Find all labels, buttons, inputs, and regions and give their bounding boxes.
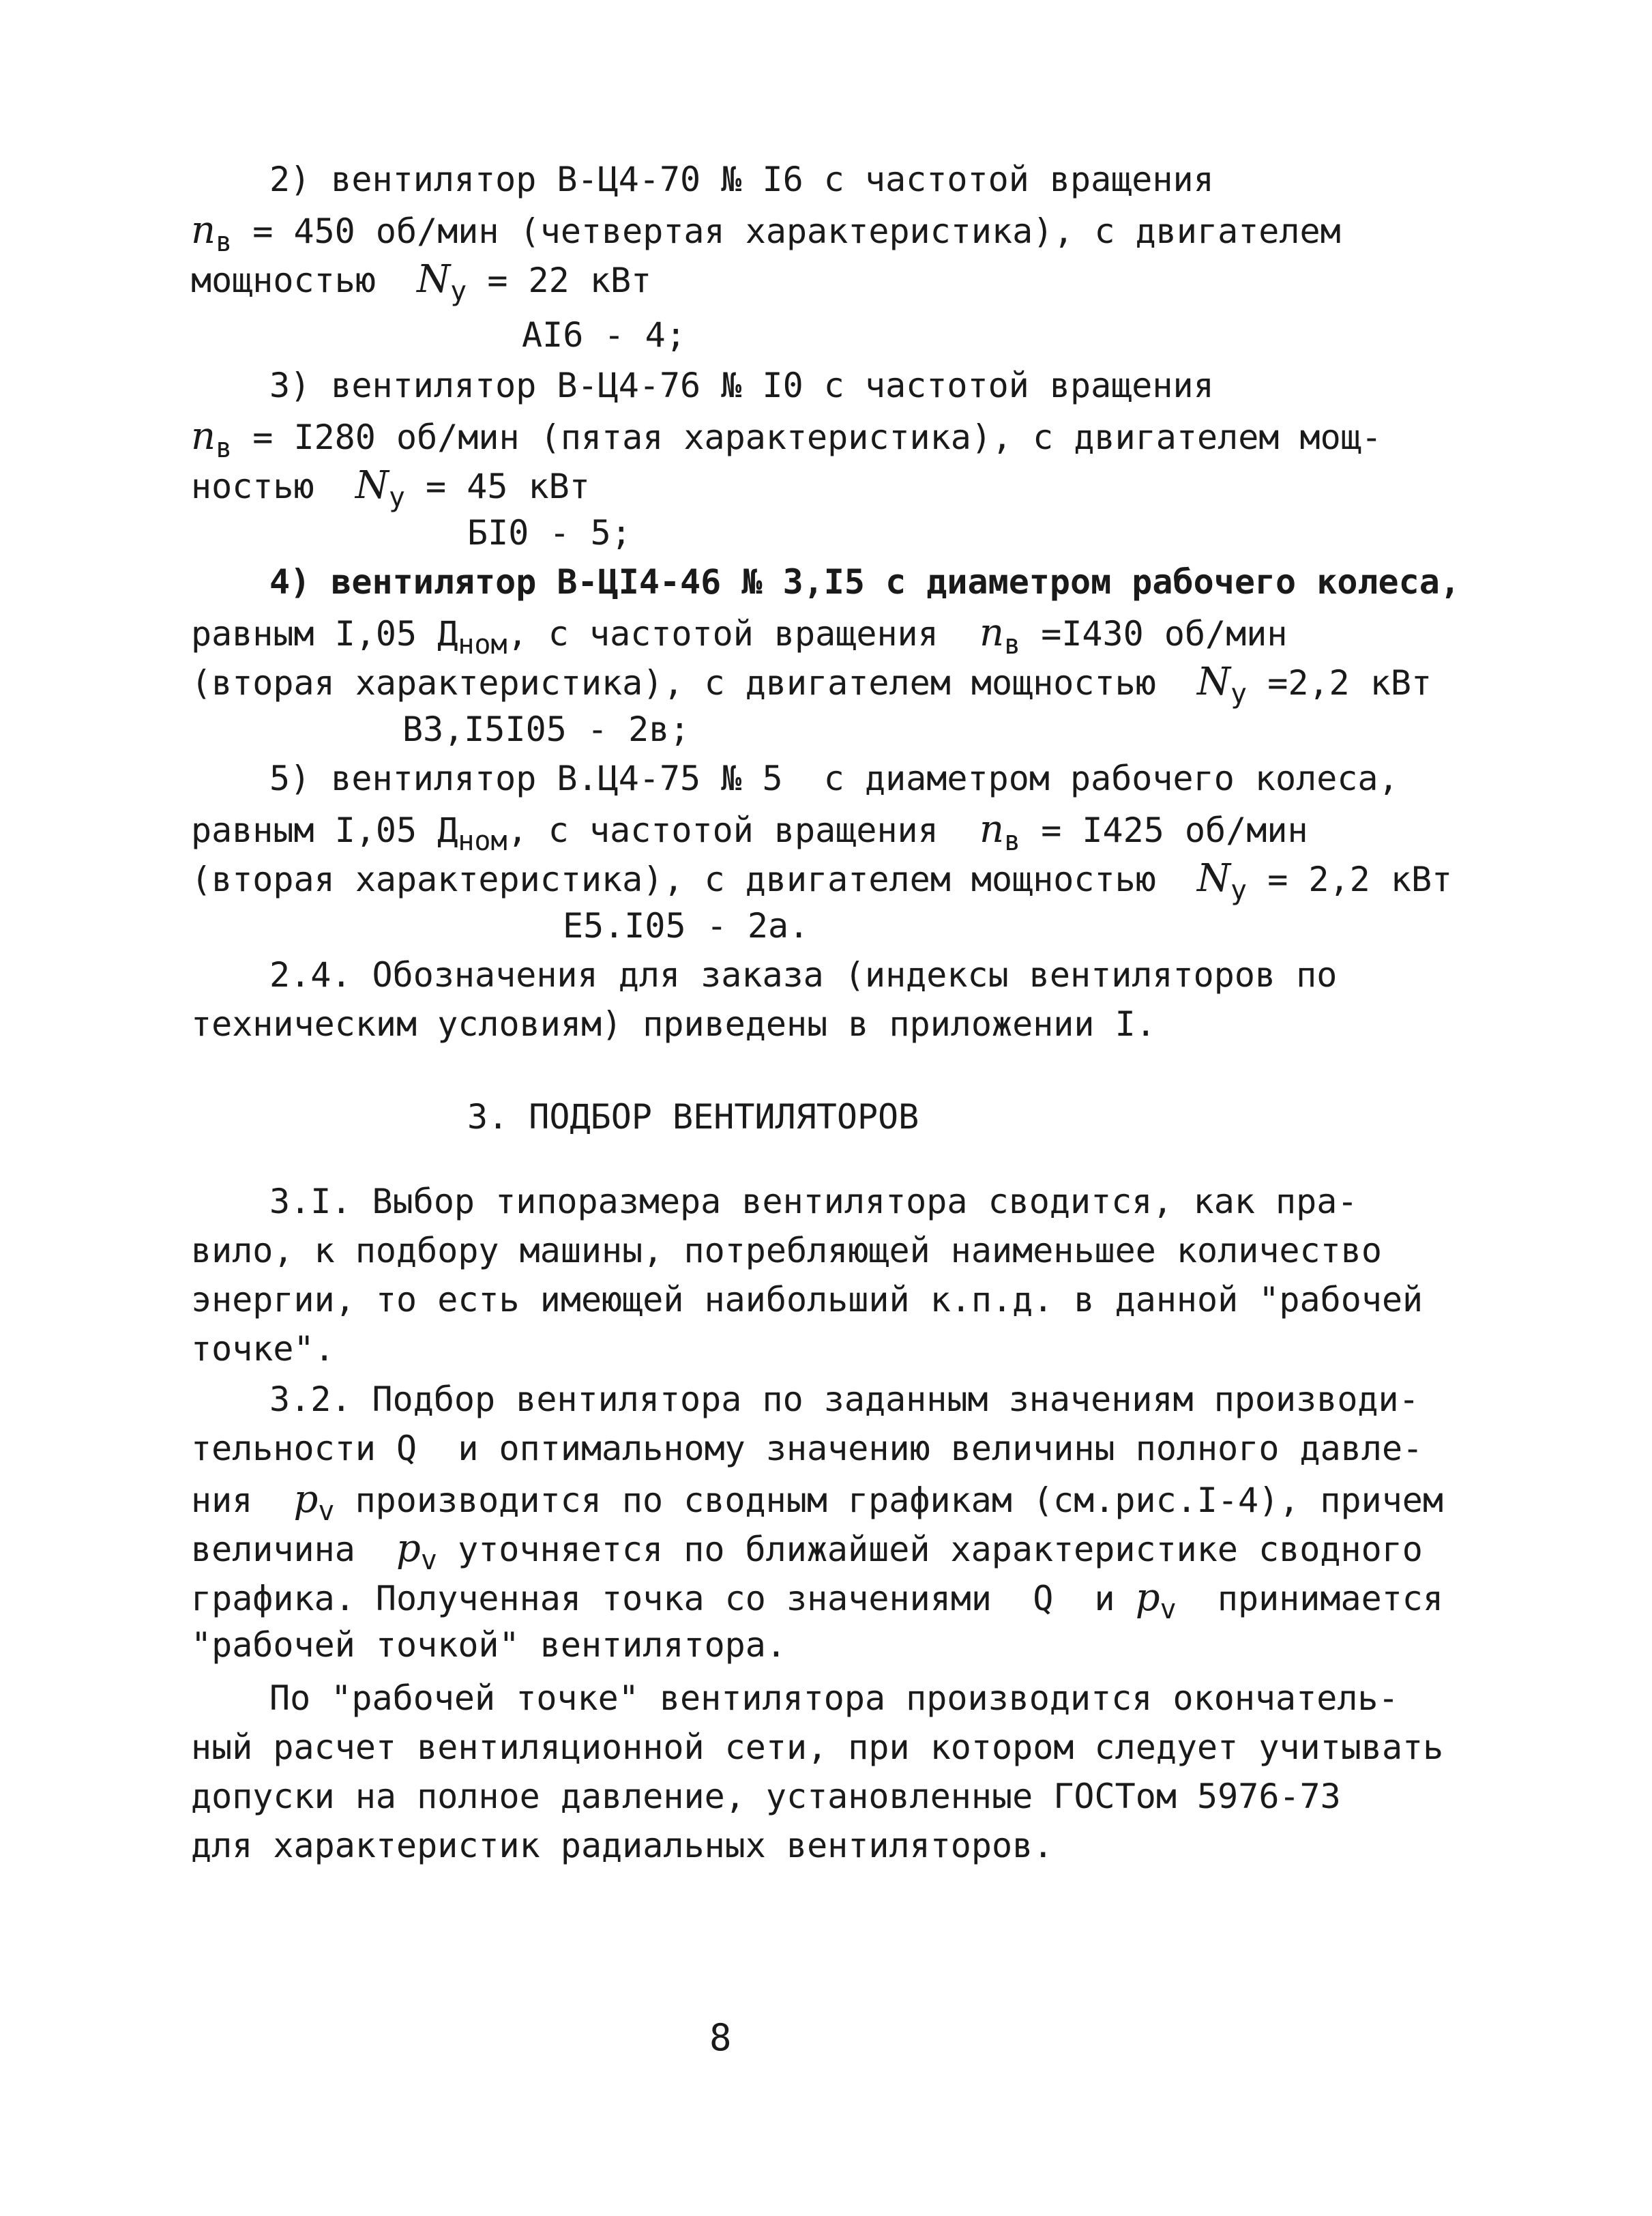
page-number: 8 [709,2016,732,2059]
pressure-symbol: p [396,1526,421,1571]
speed-symbol-sub: в [1004,826,1021,857]
item3-line2 [191,414,1382,464]
item5-line3-pre: (вторая характеристика), с двигателем мощностью [191,860,1198,899]
sec32-line5-pre: графика. Полученная точка со значениями Q и [191,1579,1136,1618]
item2-line3-text: = 22 кВт [467,261,652,300]
power-symbol-sub: у [1230,678,1248,710]
item4-line2-mid: , с частотой вращения [507,614,979,654]
item5-line2-pre: равным І,05 Д [191,811,458,850]
speed-symbol: n [191,208,216,252]
sec32-line4-pre: величина [191,1530,397,1569]
sec32-line1: 3.2. Подбор вентилятора по заданным значениям производи- [269,1380,1419,1419]
item4-line2-pre: равным І,05 Д [191,614,458,654]
item3-code: БІ0 - 5; [467,513,632,553]
power-symbol-sub: у [1230,875,1248,906]
item4-line3-post: =2,2 кВт [1247,663,1432,703]
sec32-line3 [191,1477,1444,1527]
item2-code: АІ6 - 4; [522,315,686,355]
item2-line2-text: = 450 об/мин (четвертая характеристика), с двигателем [232,212,1341,251]
item2-line3-pre: мощностью [191,261,417,300]
item2-line3 [191,257,652,307]
power-symbol: N [417,257,451,302]
item4-line2-post: =І430 об/мин [1020,614,1288,654]
sec32-line4-text: уточняется по ближайшей характеристике сводного [437,1530,1423,1569]
pressure-symbol-sub: v [1160,1594,1177,1625]
item3-line1: 3) вентилятор В-Ц4-76 № І0 с частотой вращения [269,366,1214,405]
final-line3: допуски на полное давление, установленные ГОСТом 5976-73 [191,1777,1341,1816]
sec31-line3: энергии, то есть имеющей наибольший к.п.д. в данной "рабочей [191,1280,1424,1320]
pressure-symbol-sub: v [318,1496,335,1527]
sec32-line3-text: производится по сводным графикам (см.рис.І-4), причем [334,1481,1444,1520]
item5-line3-post: = 2,2 кВт [1247,860,1453,899]
sec31-line2: вило, к подбору машины, потребляющей наименьшее количество [191,1231,1382,1270]
sec32-line4 [191,1526,1423,1576]
sec32-line6: "рабочей точкой" вентилятора. [191,1625,786,1665]
sec24-line1: 2.4. Обозначения для заказа (индексы вентиляторов по [269,955,1338,995]
power-symbol-sub: у [450,276,467,307]
speed-symbol-sub: в [216,227,233,258]
power-symbol: N [1197,856,1231,901]
item4-line3-pre: (вторая характеристика), с двигателем мощностью [191,663,1198,703]
item5-line2-post: = І425 об/мин [1020,811,1308,850]
sec24-line2: техническим условиям) приведены в приложении І. [191,1004,1156,1044]
power-symbol: N [1197,660,1231,704]
speed-symbol: n [979,611,1005,655]
item3-line3-text: = 45 кВт [404,467,590,506]
final-line2: ный расчет вентиляционной сети, при котором следует учитывать [191,1727,1444,1767]
section-heading: 3. ПОДБОР ВЕНТИЛЯТОРОВ [467,1097,919,1137]
nominal-sub: ном [458,629,507,660]
speed-symbol: n [979,807,1005,851]
power-symbol: N [355,463,389,508]
item5-line2-mid: , с частотой вращения [507,811,979,850]
sec31-line1: 3.І. Выбор типоразмера вентилятора сводится, как пра- [269,1182,1358,1221]
pressure-symbol-sub: v [420,1545,437,1576]
item2-line1: 2) вентилятор В-Ц4-70 № І6 с частотой вращения [269,160,1214,199]
item4-line1: 4) вентилятор В-ЦІ4-46 № 3,І5 с диаметром рабочего колеса, [269,562,1460,602]
pressure-symbol: p [293,1477,319,1521]
item3-line3 [191,463,590,513]
item4-code: В3,І5І05 - 2в; [402,710,690,749]
speed-symbol-sub: в [216,433,233,464]
sec32-line3-pre: ния [191,1481,294,1520]
item3-line3-pre: ностью [191,467,355,506]
sec32-line5 [191,1575,1444,1625]
pressure-symbol: p [1135,1575,1160,1620]
item4-line3 [191,660,1432,710]
speed-symbol: n [191,414,216,458]
sec31-line4: точке". [191,1329,335,1369]
nominal-sub: ном [458,826,507,857]
item2-line2 [191,208,1341,258]
item3-line2-text: = І280 об/мин (пятая характеристика), с двигателем мощ- [232,418,1382,457]
item5-line3 [191,856,1453,906]
item5-line1: 5) вентилятор В.Ц4-75 № 5 с диаметром рабочего колеса, [269,759,1399,798]
sec32-line2: тельности Q и оптимальному значению величины полного давле- [191,1429,1424,1468]
speed-symbol-sub: в [1004,629,1021,660]
final-line1: По "рабочей точке" вентилятора производится окончатель- [269,1678,1399,1718]
sec32-line5-text: принимается [1176,1579,1444,1618]
item4-line2 [191,611,1288,660]
item5-code: Е5.І05 - 2а. [563,906,810,946]
final-line4: для характеристик радиальных вентиляторов. [191,1826,1054,1865]
item5-line2 [191,807,1308,857]
power-symbol-sub: у [388,482,405,513]
